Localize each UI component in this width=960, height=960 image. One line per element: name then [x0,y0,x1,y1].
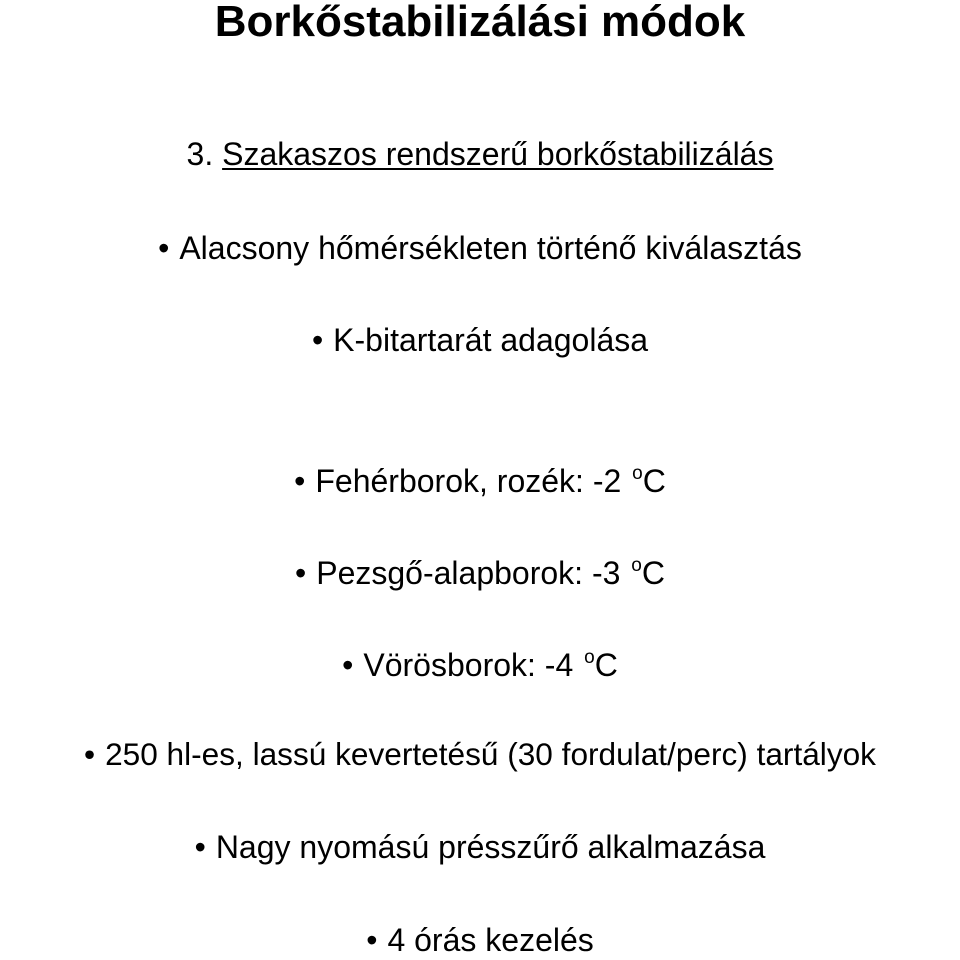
list-item-text: 250 hl-es, lassú kevertetésű (30 fordulat/perc) tartályok [105,736,876,772]
list-item-text: K-bitartarát adagolása [333,322,649,358]
list-item-text: Pezsgő-alapborok: -3 [316,555,630,591]
bullet-icon: • [158,230,170,266]
bullet-icon: • [342,647,354,683]
list-item-text: 4 órás kezelés [387,922,594,958]
degree-symbol: o [584,647,595,668]
list-item [0,920,960,960]
section-subtitle [0,134,960,174]
list-item [0,827,960,867]
unit-label: C [641,555,665,591]
degree-symbol: o [632,463,643,484]
list-item [0,734,960,774]
section-number: 3. [186,136,214,172]
list-item-text: Nagy nyomású présszűrő alkalmazása [215,829,766,865]
list-item [0,228,960,268]
list-item-text: Vörösborok: -4 [363,647,583,683]
unit-label: C [642,463,666,499]
list-item [0,645,960,685]
bullet-icon: • [294,463,306,499]
bullet-icon: • [311,322,324,358]
unit-label: C [594,647,618,683]
bullet-icon: • [84,736,96,772]
bullet-icon: • [366,922,378,958]
slide-title: Borkőstabilizálási módok [214,0,746,46]
list-item [0,553,960,593]
degree-symbol: o [631,555,642,576]
section-heading: Szakaszos rendszerű borkőstabilizálás [222,136,774,172]
list-item-text: Alacsony hőmérsékleten történő kiválasztás [179,230,802,266]
list-item [0,320,960,360]
list-item [0,461,960,501]
list-item-text: Fehérborok, rozék: -2 [315,463,631,499]
bullet-icon: • [194,829,206,865]
bullet-icon: • [295,555,307,591]
